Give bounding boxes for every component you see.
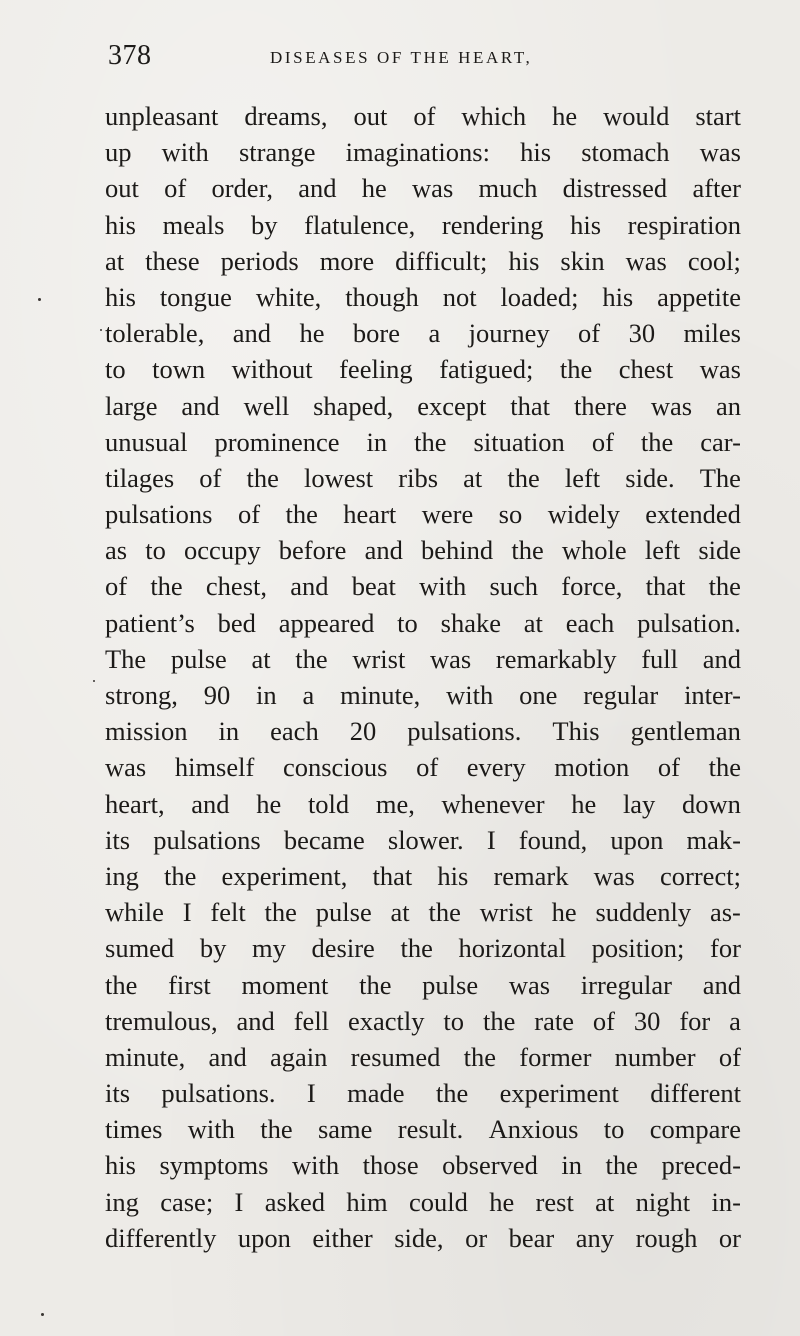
text-line: while I felt the pulse at the wrist he suddenly as- bbox=[105, 897, 741, 928]
text-line: its pulsations became slower. I found, upon mak- bbox=[105, 824, 741, 855]
text-line: tremulous, and fell exactly to the rate of 30 for a bbox=[105, 1005, 741, 1036]
text-line: at these periods more difficult; his skin was cool; bbox=[105, 245, 741, 276]
text-line: tolerable, and he bore a journey of 30 miles bbox=[105, 318, 741, 349]
text-line: its pulsations. I made the experiment different bbox=[105, 1078, 741, 1109]
text-line: heart, and he told me, whenever he lay down bbox=[105, 788, 741, 819]
text-line: his symptoms with those observed in the preced- bbox=[105, 1150, 741, 1181]
text-line: ing case; I asked him could he rest at night in- bbox=[105, 1186, 741, 1217]
text-line: his tongue white, though not loaded; his appetite bbox=[105, 281, 741, 312]
text-line: up with strange imaginations: his stomach was bbox=[105, 137, 741, 168]
text-line: to town without feeling fatigued; the chest was bbox=[105, 354, 741, 385]
text-line: times with the same result. Anxious to compare bbox=[105, 1114, 741, 1145]
text-line: minute, and again resumed the former number of bbox=[105, 1041, 741, 1072]
page-speck bbox=[93, 680, 95, 682]
body-text bbox=[105, 98, 741, 1256]
text-line: the first moment the pulse was irregular and bbox=[105, 969, 741, 1000]
page-speck bbox=[38, 298, 41, 301]
text-line: large and well shaped, except that there was an bbox=[105, 390, 741, 421]
text-line: sumed by my desire the horizontal position; for bbox=[105, 933, 741, 964]
page-speck bbox=[100, 329, 102, 331]
text-line: pulsations of the heart were so widely extended bbox=[105, 499, 741, 530]
text-line: The pulse at the wrist was remarkably full and bbox=[105, 643, 741, 674]
text-line: patient’s bed appeared to shake at each pulsation. bbox=[105, 607, 741, 638]
text-line: strong, 90 in a minute, with one regular inter- bbox=[105, 680, 741, 710]
text-line: tilages of the lowest ribs at the left side. The bbox=[105, 462, 741, 493]
text-line: differently upon either side, or bear any rough or bbox=[105, 1222, 741, 1253]
text-line: as to occupy before and behind the whole left side bbox=[105, 535, 741, 566]
text-line: unusual prominence in the situation of the car- bbox=[105, 426, 741, 457]
page-number: 378 bbox=[108, 40, 152, 71]
text-line: of the chest, and beat with such force, that the bbox=[105, 571, 741, 602]
running-head: DISEASES OF THE HEART, bbox=[270, 48, 533, 67]
text-line: ing the experiment, that his remark was correct; bbox=[105, 860, 741, 891]
page-speck bbox=[41, 1313, 44, 1316]
text-line: his meals by flatulence, rendering his respiration bbox=[105, 209, 741, 240]
text-line: mission in each 20 pulsations. This gentleman bbox=[105, 716, 741, 747]
text-line: unpleasant dreams, out of which he would start bbox=[105, 101, 741, 131]
text-line: out of order, and he was much distressed after bbox=[105, 173, 741, 204]
text-line: was himself conscious of every motion of the bbox=[105, 752, 741, 783]
